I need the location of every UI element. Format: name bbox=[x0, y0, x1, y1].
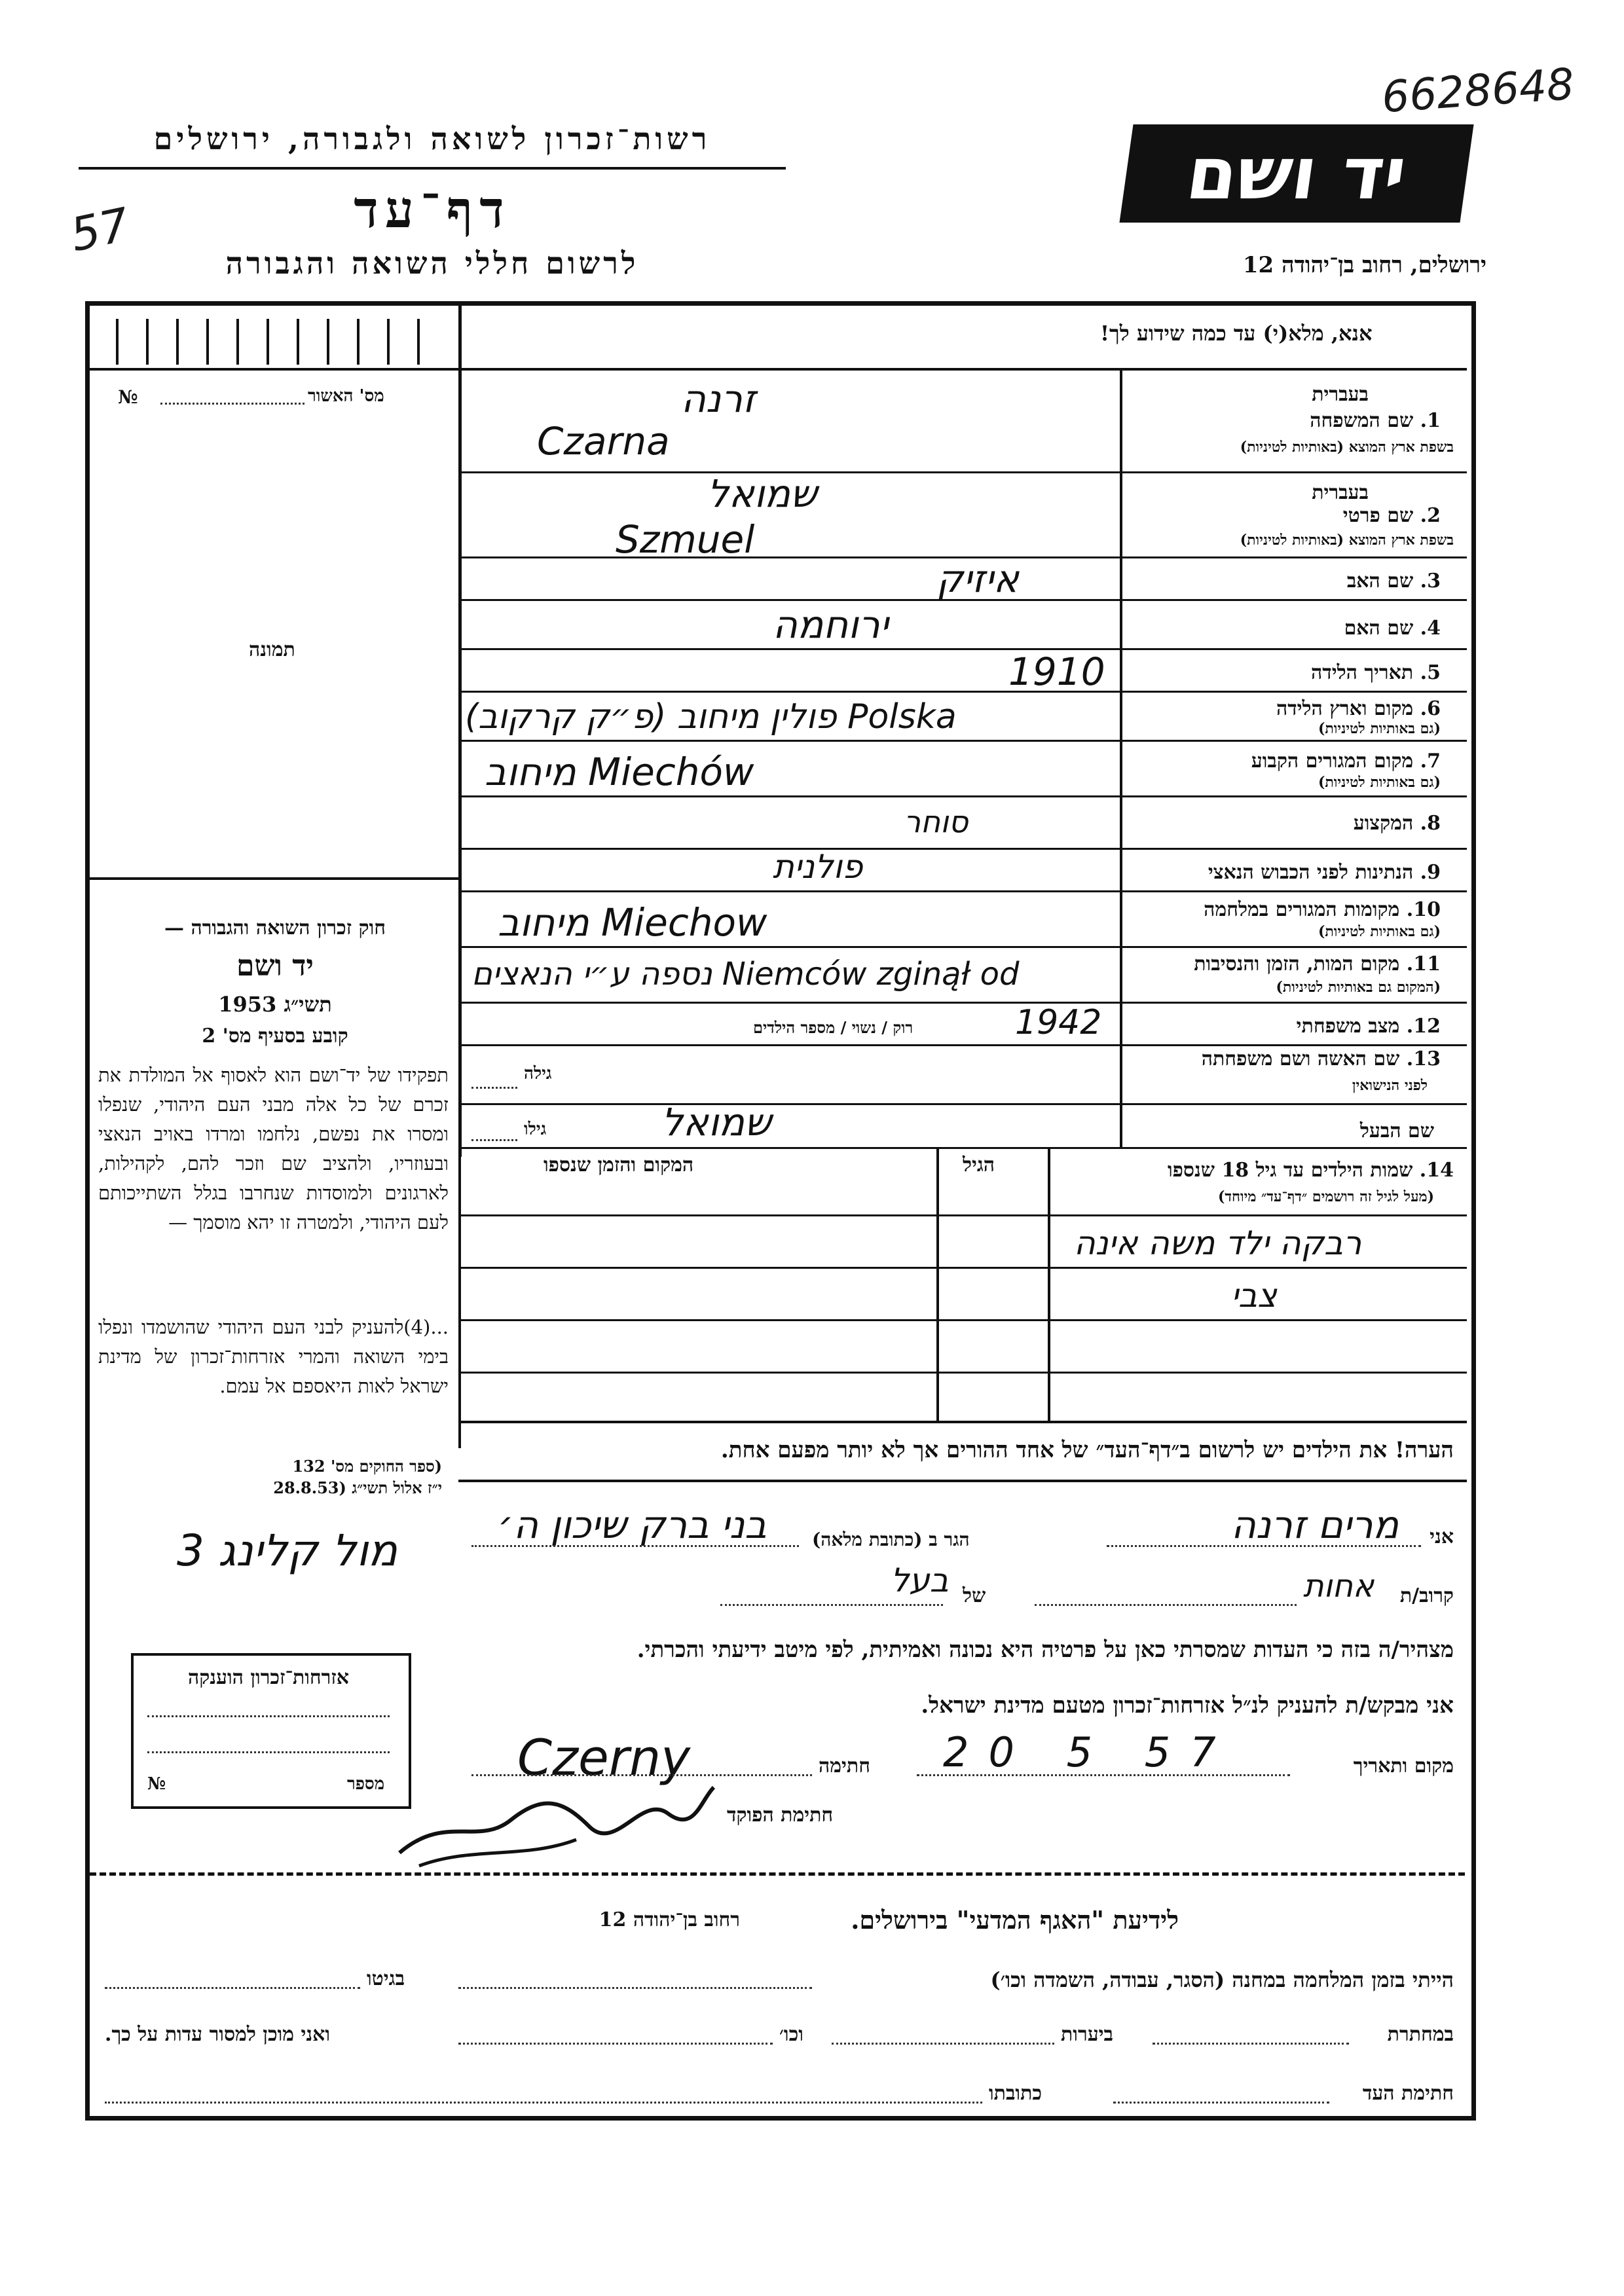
law-body: תפקידו של יד־ושם הוא לאסוף אל המולדת את זכרם של כל אלה מבני העם היהודי, שנפלו ומסרו את נפשם, נלחמו ומרדו באויב הנאצי ובעוזריו, ולהציב שם וזכר להם, לקהילות, לארגונים ולמוסדות שנחרבו בגלל השתייכותם לעם היהודי, ולמטרה זו יהא מוסמך — bbox=[98, 1064, 449, 1233]
field-8-label bbox=[1354, 812, 1441, 835]
photo-label: תמונה bbox=[249, 638, 295, 661]
scientific-line-1: הייתי בזמן המלחמה במחנה (הסגר, עבודה, השמדה וכו׳) bbox=[990, 1967, 1454, 1992]
field-9-value: פולנית bbox=[773, 848, 863, 886]
field-12-name: מצב משפחתי bbox=[1296, 1015, 1400, 1038]
form-cut-line bbox=[90, 1872, 1465, 1876]
children-header-sub: (מעל לגיל זה רושמים ״דף־עד״ מיוחד) bbox=[1217, 1188, 1434, 1205]
row-line-14 bbox=[458, 1147, 1467, 1149]
field-6-sub: (גם באותיות לטיניות) bbox=[1318, 720, 1441, 737]
place-date-label: מקום ותאריך bbox=[1353, 1755, 1454, 1777]
institution-underline bbox=[79, 167, 786, 170]
relation-label: קרוב/ת bbox=[1399, 1584, 1454, 1607]
law-clause: ...(4)להעניק לבני העם היהודי שהושמדו ונפלו בימי השואה והמרי אזרחות־זכרון של מדינת ישראל לאות היאספם אל עמם. bbox=[98, 1316, 449, 1397]
field-2-name: שם פרטי bbox=[1342, 504, 1414, 527]
underground-label: במחתרת bbox=[1387, 2023, 1454, 2046]
row-line-4 bbox=[458, 648, 1467, 650]
scientific-title: לידיעת "האגף המדעי" בירושלים. bbox=[851, 1905, 1179, 1935]
witness-signature-line bbox=[1113, 2102, 1329, 2104]
children-number: 14. bbox=[1419, 1159, 1454, 1182]
children-header-age: הגיל bbox=[963, 1154, 995, 1176]
children-row-1: רבקה ילד משה אינה bbox=[1074, 1224, 1362, 1262]
note-top-line bbox=[458, 1421, 1467, 1423]
field-4-name: שם האם bbox=[1344, 617, 1414, 640]
field-8-name: המקצוע bbox=[1353, 812, 1414, 835]
row-line-12 bbox=[458, 1044, 1467, 1046]
row-line-6 bbox=[458, 740, 1467, 742]
field-5-label bbox=[1311, 661, 1441, 684]
husband-value: שמואל bbox=[661, 1100, 772, 1144]
field-6-number: 6. bbox=[1420, 697, 1441, 720]
of-label: של bbox=[963, 1584, 986, 1607]
field-10-name: מקומות המגורים במלחמה bbox=[1204, 898, 1400, 921]
underground-line bbox=[1153, 2043, 1349, 2045]
law-section: קובע בסעיף מס' 2 bbox=[202, 1025, 348, 1048]
children-table-divider-place bbox=[936, 1147, 939, 1422]
field-10-number: 10. bbox=[1406, 898, 1441, 921]
row-line-8 bbox=[458, 848, 1467, 850]
field-2-sub: בשפת ארץ המוצא (באותיות לטיניות) bbox=[1240, 532, 1454, 549]
photo-area-bottom bbox=[90, 877, 458, 880]
declaration-text: מצהיר/ה בזה כי העדות שמסרתי כאן על פרטיה היא נכונה ואמיתית, לפי מיטב ידיעתי והכרתי. bbox=[637, 1637, 1454, 1663]
field-11-sub: (המקום גם באותיות לטיניות) bbox=[1276, 979, 1441, 996]
field-1-value-latin: Czarna bbox=[537, 419, 670, 464]
yad-vashem-logo bbox=[1119, 124, 1473, 223]
field-6-name: מקום וארץ הלידה bbox=[1276, 697, 1414, 720]
children-header-name bbox=[1168, 1159, 1454, 1182]
of-value: בעל bbox=[891, 1561, 949, 1599]
request-text: אני מבקש/ת להעניק לנ״ל אזרחות־זכרון מטעם מדינת ישראל. bbox=[921, 1692, 1454, 1719]
children-table-left bbox=[458, 1147, 461, 1448]
memorial-box-line-2 bbox=[147, 1751, 390, 1753]
date-value: 20 5 57 bbox=[943, 1728, 1236, 1776]
field-7-number: 7. bbox=[1420, 750, 1441, 773]
officer-signature bbox=[393, 1774, 720, 1872]
form-subtitle: לרשום חללי השואה והגבורה bbox=[225, 246, 639, 281]
row-line-9 bbox=[458, 890, 1467, 892]
children-row-line-3 bbox=[458, 1319, 1467, 1321]
field-7-label bbox=[1251, 750, 1441, 773]
field-8-value: סוחר bbox=[904, 804, 969, 839]
field-13-number: 13. bbox=[1406, 1048, 1441, 1070]
field-1-sub: בשפת ארץ המוצא (באותיות לטיניות) bbox=[1240, 439, 1454, 456]
ghetto-label: בגיטו bbox=[367, 1967, 405, 1990]
law-name: יד ושם bbox=[236, 949, 314, 983]
field-6-label bbox=[1276, 697, 1441, 720]
field-1-name: שם המשפחה bbox=[1310, 409, 1414, 432]
archive-number: 6628648 bbox=[1380, 58, 1576, 123]
field-11-value: נספה ע״י הנאצים Niemców zginął od bbox=[471, 956, 1020, 993]
row-line-7 bbox=[458, 795, 1467, 797]
signature-value: Czerny bbox=[517, 1728, 691, 1787]
field-2-number: 2. bbox=[1420, 504, 1441, 527]
field-7-sub: (גם באותיות לטיניות) bbox=[1318, 774, 1441, 791]
field-8-number: 8. bbox=[1420, 812, 1441, 835]
field-13-label bbox=[1202, 1048, 1441, 1070]
row-line-1 bbox=[458, 471, 1467, 473]
row-line-5 bbox=[458, 691, 1467, 693]
memorial-box-title: אזרחות־זכרון הוענקה bbox=[187, 1666, 350, 1689]
field-10-value: מיחוב Miechow bbox=[498, 900, 767, 945]
note: הערה! את הילדים יש לרשום ב״דף־העד״ של אחד ההורים אך לא יותר מפעם אחת. bbox=[720, 1437, 1454, 1463]
field-7-name: מקום המגורים הקבוע bbox=[1251, 750, 1414, 773]
field-3-number: 3. bbox=[1420, 570, 1441, 592]
relation-value: אחות bbox=[1303, 1568, 1375, 1605]
children-header-place: המקום והזמן שנספו bbox=[544, 1154, 694, 1176]
family-status-options: רוק / נשוי / מספר הילדים bbox=[753, 1018, 913, 1037]
field-4-value: ירוחמה bbox=[773, 602, 889, 647]
field-12-number: 12. bbox=[1406, 1015, 1441, 1038]
label-column-divider bbox=[1120, 368, 1122, 1147]
note-bottom-line bbox=[458, 1480, 1467, 1482]
field-3-name: שם האב bbox=[1346, 570, 1414, 592]
memorial-box-number-label: מספר bbox=[347, 1774, 385, 1794]
approval-tick-row bbox=[90, 306, 458, 371]
resides-label: הגר ב (כתובת מלאה) bbox=[812, 1529, 970, 1550]
witness-signature-label: חתימת העד bbox=[1362, 2082, 1454, 2105]
field-2-value-he: שמואל bbox=[707, 471, 818, 516]
forests-label: ביערות bbox=[1061, 2023, 1114, 2046]
children-row-line-4 bbox=[458, 1372, 1467, 1374]
forests-line bbox=[832, 2043, 1054, 2045]
field-1-value-he: זרנה bbox=[681, 376, 756, 421]
header-address: ירושלים, רחוב בן־יהודה 12 bbox=[1242, 252, 1486, 278]
children-row-line-1 bbox=[458, 1214, 1467, 1216]
field-11-number: 11. bbox=[1406, 953, 1441, 975]
of-value-line bbox=[720, 1604, 943, 1606]
field-4-label bbox=[1344, 617, 1441, 640]
of-line bbox=[1035, 1604, 1297, 1606]
field-4-number: 4. bbox=[1420, 617, 1441, 640]
row-line-13 bbox=[458, 1103, 1467, 1105]
instruction: אנא, מלא(י) עד כמה שידוע לך! bbox=[1100, 321, 1373, 346]
date-line bbox=[917, 1774, 1290, 1776]
field-7-value: מיחוב Miechów bbox=[485, 750, 754, 794]
field-10-label bbox=[1204, 898, 1441, 921]
field-1-label bbox=[1310, 409, 1441, 432]
witness-address-label: כתובתו bbox=[989, 2082, 1043, 2105]
field-5-number: 5. bbox=[1420, 661, 1441, 684]
witness-address-line bbox=[105, 2102, 982, 2104]
scientific-address: רחוב בן־יהודה 12 bbox=[599, 1908, 740, 1931]
field-6-value: פולין מיחוב (פ״ק קרקוב) Polska bbox=[465, 697, 957, 737]
wife-age-label: גילה bbox=[524, 1064, 552, 1084]
etc-label: וכו׳ bbox=[779, 2023, 803, 2046]
address-extra: מול קלינג 3 bbox=[177, 1525, 398, 1576]
field-1-number: 1. bbox=[1420, 409, 1441, 432]
field-12-label bbox=[1297, 1015, 1441, 1038]
field-5-value: 1910 bbox=[1008, 649, 1105, 694]
memorial-box-num-sign: № bbox=[147, 1774, 166, 1794]
memorial-box-line-1 bbox=[147, 1715, 390, 1717]
field-9-name: הנתינות לפני הכבוש הנאצי bbox=[1208, 861, 1414, 884]
form-title: דף־עד bbox=[354, 180, 511, 240]
signature-label: חתימה bbox=[819, 1755, 870, 1777]
approval-number-label: מס' האשור bbox=[308, 386, 384, 406]
approval-number-sign: № bbox=[118, 386, 138, 408]
camp-line bbox=[458, 1987, 812, 1989]
field-1-language: בעברית bbox=[1312, 383, 1369, 406]
field-10-sub: (גם באותיות לטיניות) bbox=[1318, 923, 1441, 940]
declarant-name-line bbox=[1107, 1545, 1421, 1547]
field-9-number: 9. bbox=[1420, 861, 1441, 884]
declarant-i-label: אני bbox=[1430, 1525, 1454, 1548]
field-11-name: מקום המות, הזמן והנסיבות bbox=[1194, 953, 1400, 975]
corner-mark: 57 bbox=[65, 197, 134, 263]
field-2-label bbox=[1343, 504, 1441, 527]
logo-text: יד ושם bbox=[1181, 132, 1412, 215]
husband-age-label: גילו bbox=[524, 1120, 547, 1139]
etc-line bbox=[458, 2043, 773, 2045]
children-row-2: צבי bbox=[1231, 1277, 1277, 1315]
field-3-label bbox=[1347, 570, 1441, 592]
row-line-11 bbox=[458, 1002, 1467, 1004]
ready-text: ואני מוכן למסור עדות על כך. bbox=[105, 2023, 331, 2046]
field-9-label bbox=[1208, 861, 1441, 884]
field-11-label bbox=[1194, 953, 1441, 975]
field-2-value-latin: Szmuel bbox=[616, 517, 755, 562]
law-source: (ספר החוקים מס' 132 bbox=[292, 1457, 442, 1476]
field-2-language: בעברית bbox=[1312, 481, 1369, 504]
declarant-address-line bbox=[471, 1545, 799, 1547]
children-row-line-2 bbox=[458, 1267, 1467, 1269]
declarant-name: מרים זרנה bbox=[1231, 1503, 1399, 1547]
children-table-divider-age bbox=[1048, 1147, 1050, 1422]
officer-label: חתימת הפוקד bbox=[727, 1804, 834, 1827]
field-5-name: תאריך הלידה bbox=[1311, 661, 1414, 684]
instruction-row-bottom bbox=[458, 368, 1467, 371]
field-13-sub: לפני הנישואין bbox=[1352, 1077, 1428, 1094]
husband-age-line bbox=[471, 1139, 517, 1141]
law-year: תשי״ג 1953 bbox=[218, 992, 332, 1017]
field-12-value: 1942 bbox=[1015, 1003, 1102, 1042]
institution-name: רשות־זכרון לשואה ולגבורה, ירושלים bbox=[153, 121, 711, 156]
husband-label: שם הבעל bbox=[1359, 1120, 1434, 1142]
law-title: חוק זכרון השואה והגבורה — bbox=[164, 917, 386, 939]
law-source-date: י״ז אלול תשי״ג (28.8.53 bbox=[273, 1478, 442, 1497]
ghetto-line bbox=[105, 1987, 360, 1989]
wife-age-line bbox=[471, 1087, 517, 1089]
left-column-divider bbox=[458, 306, 462, 1157]
field-13-name: שם האשה ושם משפחתה bbox=[1201, 1048, 1400, 1070]
field-3-value: איזיק bbox=[936, 556, 1019, 601]
approval-number-line bbox=[160, 403, 304, 405]
children-title: שמות הילדים עד גיל 18 שנספו bbox=[1167, 1159, 1413, 1182]
row-line-10 bbox=[458, 946, 1467, 948]
declarant-address: בני ברק שיכון ה׳ bbox=[498, 1503, 767, 1547]
